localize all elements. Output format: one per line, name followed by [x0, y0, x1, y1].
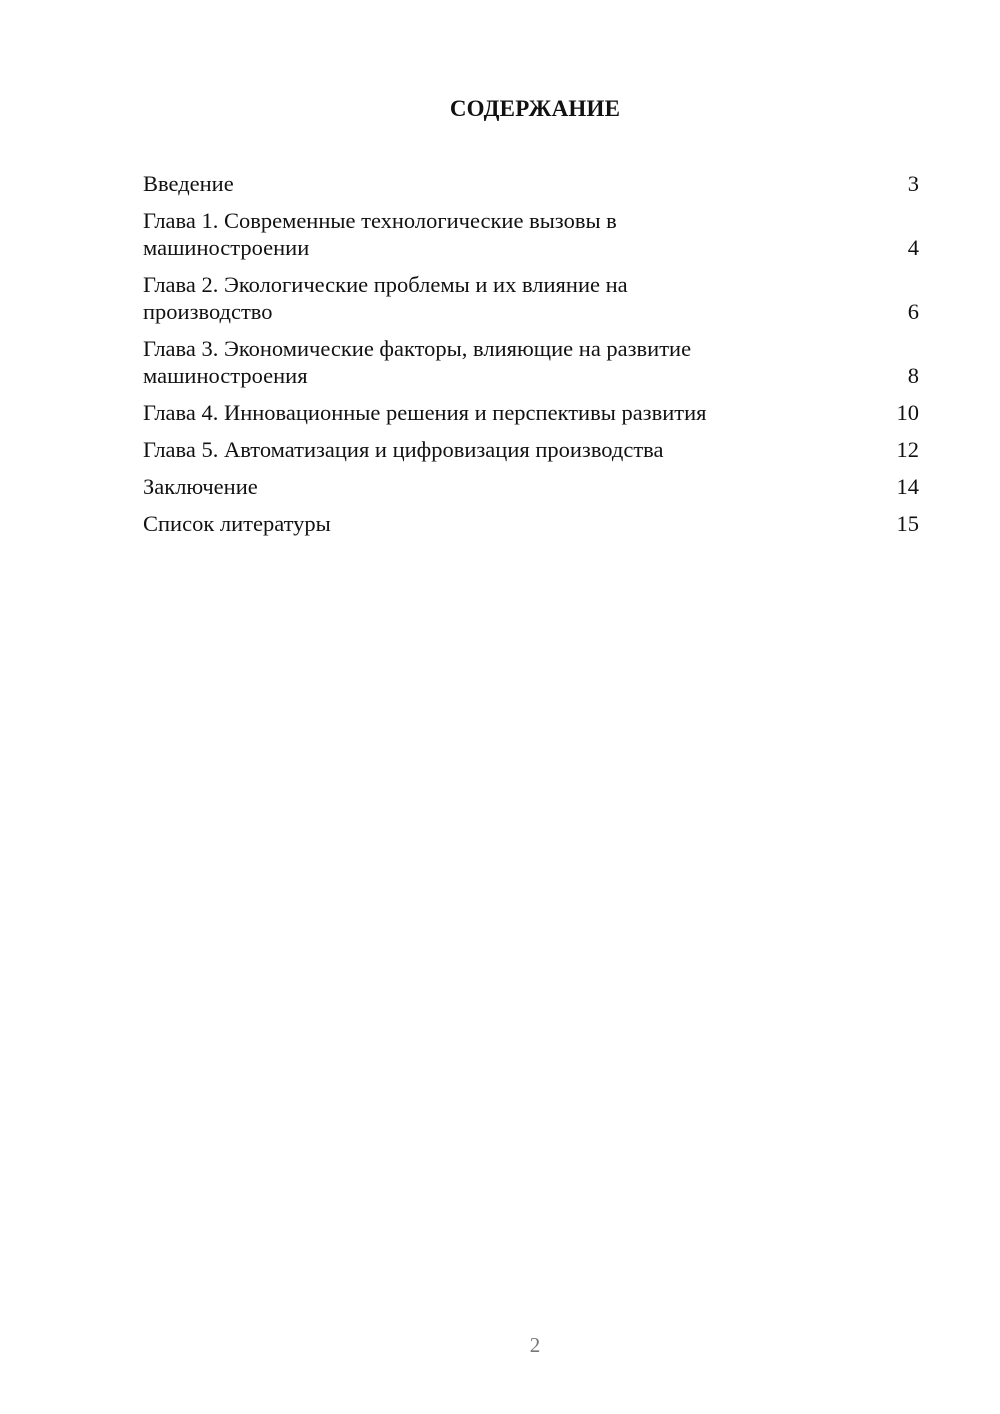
- toc-item-label: Глава 1. Современные технологические вызовы в машиностроении: [143, 208, 617, 260]
- toc-title: СОДЕРЖАНИЕ: [449, 96, 621, 121]
- toc-item-page: 3: [907, 171, 919, 196]
- toc-item-label: Глава 4. Инновационные решения и перспективы развития: [143, 400, 707, 425]
- toc-item-chapter-1[interactable]: [143, 207, 919, 261]
- toc-item-chapter-3[interactable]: [143, 335, 919, 389]
- toc-item-page: 14: [896, 474, 919, 499]
- toc-item-label: Список литературы: [143, 511, 331, 536]
- toc-item-page: 15: [896, 511, 919, 536]
- toc-item-label: Заключение: [143, 474, 258, 499]
- toc-item-chapter-4[interactable]: [143, 399, 919, 426]
- page-number: 2: [529, 1333, 541, 1357]
- toc-item-chapter-5[interactable]: [143, 436, 919, 463]
- toc-item-page: 12: [896, 437, 919, 462]
- toc-item-page: 10: [896, 400, 919, 425]
- toc-item-chapter-2[interactable]: [143, 271, 919, 325]
- toc-item-page: 6: [907, 299, 919, 324]
- toc-item-label: Введение: [143, 171, 234, 196]
- toc-item-label: Глава 3. Экономические факторы, влияющие на развитие машиностроения: [143, 336, 692, 388]
- toc-item-references[interactable]: [143, 510, 919, 537]
- toc-item-introduction[interactable]: [143, 170, 919, 197]
- toc-item-label: Глава 5. Автоматизация и цифровизация производства: [143, 437, 664, 462]
- toc-item-page: 4: [907, 235, 919, 260]
- toc-item-label: Глава 2. Экологические проблемы и их влияние на производство: [143, 272, 628, 324]
- toc-item-conclusion[interactable]: [143, 473, 919, 500]
- toc-item-page: 8: [907, 363, 919, 388]
- table-of-contents: [143, 170, 919, 547]
